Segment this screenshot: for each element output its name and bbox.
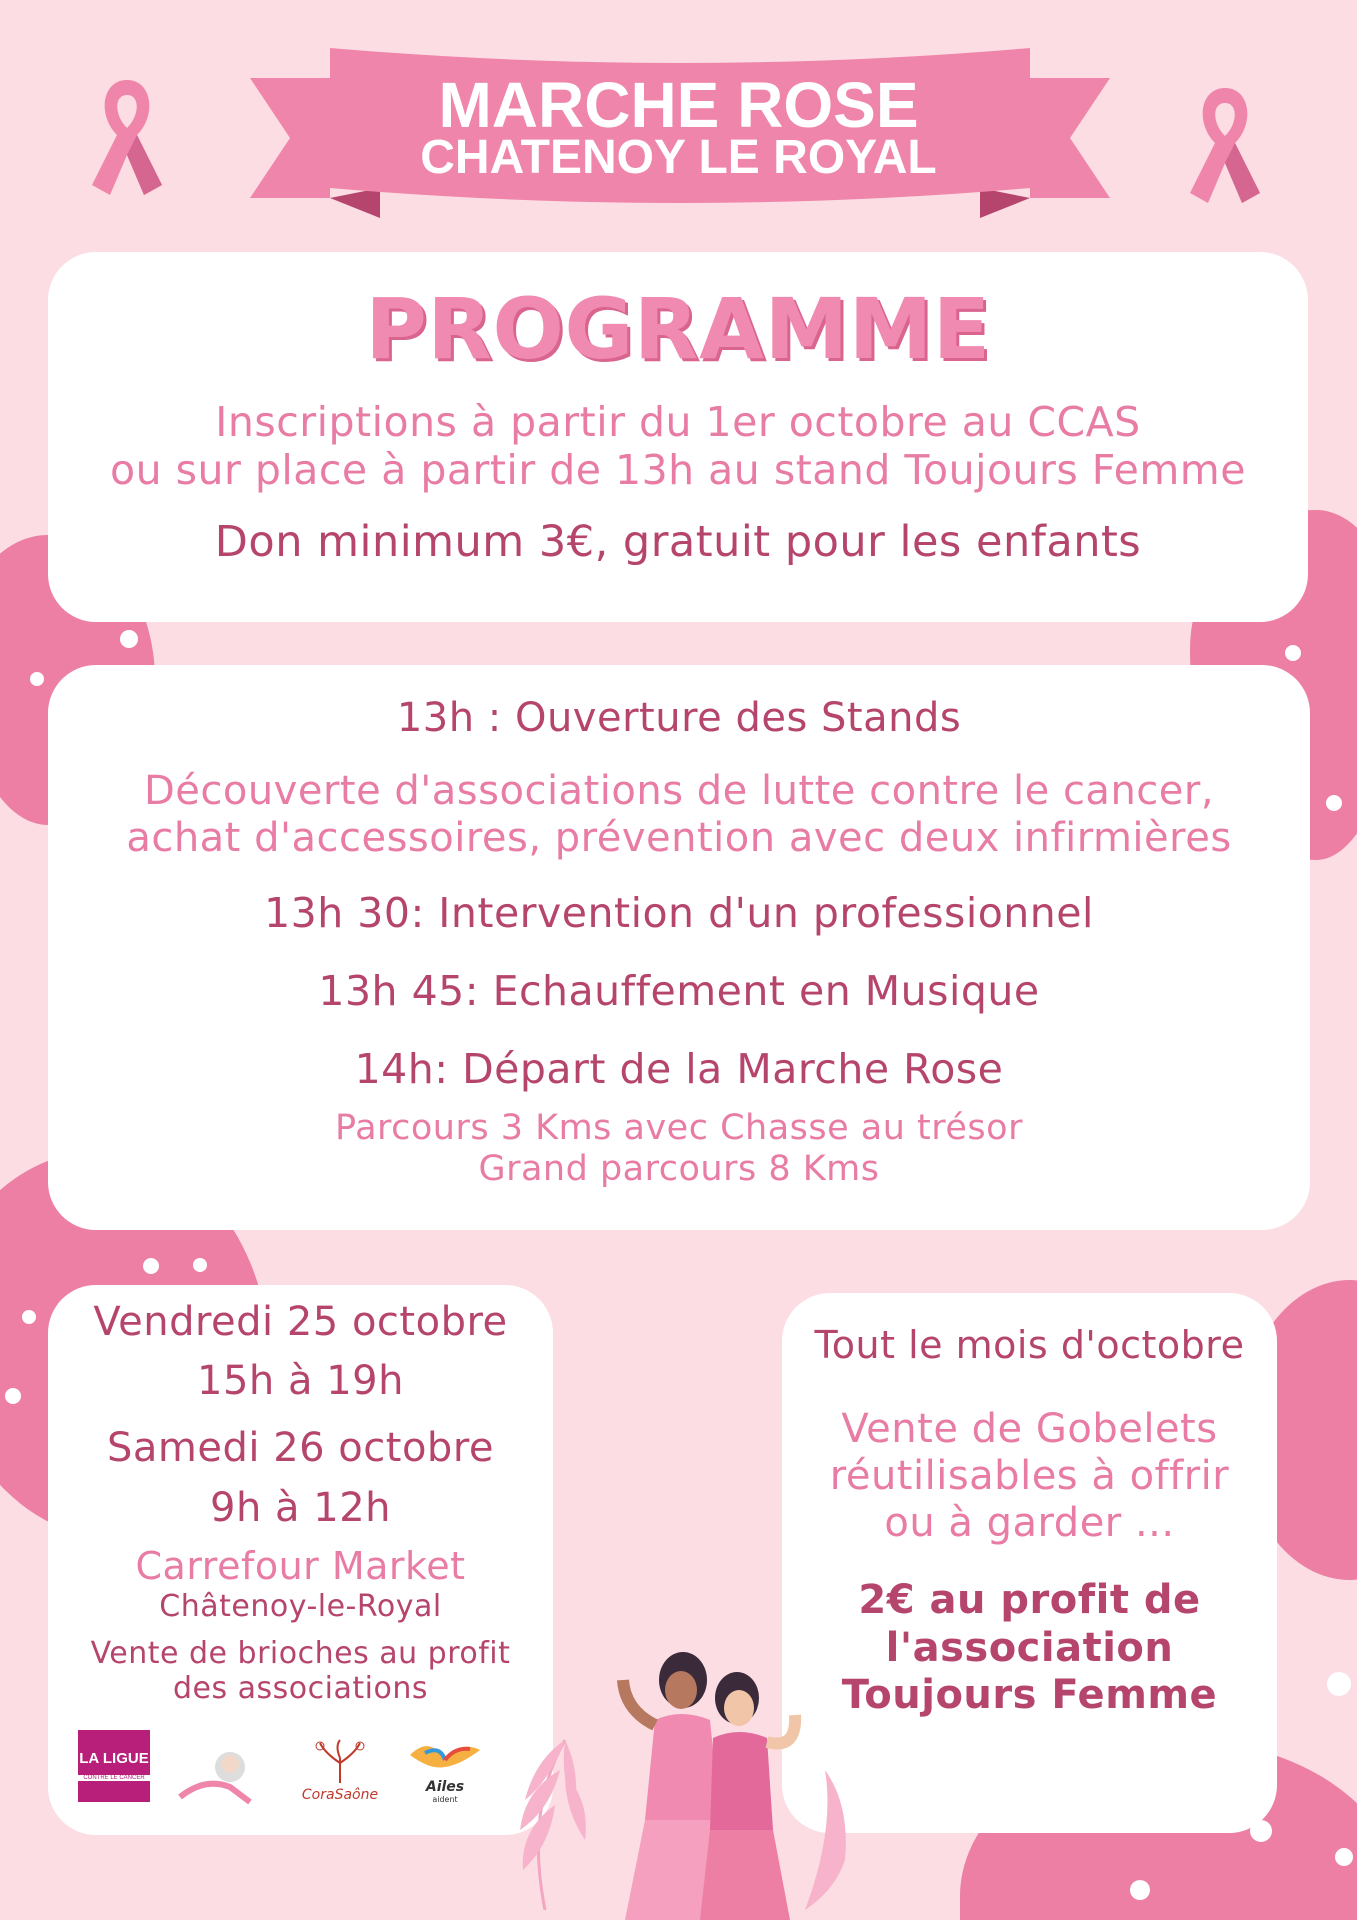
banner-title: MARCHE ROSE: [438, 69, 919, 141]
brioche-day1: Vendredi 25 octobre: [93, 1299, 508, 1345]
discovery-line: Découverte d'associations de lutte contre le cancer,: [143, 768, 1215, 815]
programme-title: PROGRAMME: [365, 280, 991, 378]
don-text: Don minimum 3€, gratuit pour les enfants: [214, 516, 1142, 567]
decor-dot: [143, 1258, 159, 1274]
corasaone-name: CoraSaône: [301, 1787, 379, 1803]
parcours-line: Grand parcours 8 Kms: [478, 1148, 880, 1189]
warmup-text: 13h 45: Echauffement en Musique: [318, 966, 1040, 1015]
gobelets-title: Tout le mois d'octobre: [814, 1323, 1245, 1367]
inscription-line: Inscriptions à partir du 1er octobre au CCAS: [215, 398, 1141, 446]
brioche-time2: 9h à 12h: [210, 1484, 391, 1531]
decor-dot: [1130, 1880, 1150, 1900]
la-ligue-sub: CONTRE LE CANCER: [78, 1775, 150, 1781]
gobelets-sale-line: ou à garder ...: [884, 1500, 1175, 1547]
decor-dot: [30, 672, 44, 686]
decor-dot: [22, 1310, 36, 1324]
decor-dot: [1335, 1848, 1353, 1866]
tree-icon: [305, 1738, 375, 1783]
bird-icon: [405, 1735, 485, 1775]
brioche-place: Carrefour Market: [135, 1543, 466, 1588]
decor-dot: [1327, 1672, 1351, 1696]
brioche-sale-line: des associations: [173, 1671, 428, 1707]
decor-dot: [120, 630, 138, 648]
la-ligue-name: LA LIGUE: [79, 1750, 149, 1767]
gobelets-sale-line: réutilisables à offrir: [829, 1453, 1230, 1500]
opening-text: 13h : Ouverture des Stands: [396, 695, 962, 741]
brioche-time1: 15h à 19h: [197, 1358, 404, 1405]
banner-subtitle: CHATENOY LE ROYAL: [420, 131, 937, 184]
la-ligue-logo: [78, 1730, 150, 1802]
brioche-day2: Samedi 26 octobre: [107, 1425, 494, 1472]
decor-dot: [5, 1388, 21, 1404]
decor-dot: [1326, 795, 1342, 811]
inscription-line: ou sur place à partir de 13h au stand Toujours Femme: [110, 446, 1246, 495]
brioche-sale-line: Vente de brioches au profit: [90, 1635, 511, 1671]
schedule-card: [48, 665, 1310, 1230]
women-illustration: [505, 1630, 885, 1920]
gobelets-profit-line: 2€ au profit de: [858, 1577, 1201, 1624]
depart-text: 14h: Départ de la Marche Rose: [354, 1045, 1004, 1094]
ailes-aident-logo: [400, 1735, 490, 1815]
gobelets-profit-line: Toujours Femme: [841, 1671, 1218, 1718]
intervention-text: 13h 30: Intervention d'un professionnel: [264, 888, 1094, 937]
brioche-town: Châtenoy-le-Royal: [159, 1588, 442, 1624]
gobelets-sale-line: Vente de Gobelets: [841, 1405, 1218, 1452]
programme-card: [48, 252, 1308, 622]
parcours-line: Parcours 3 Kms avec Chasse au trésor: [335, 1107, 1023, 1148]
gobelets-profit-line: l'association: [885, 1624, 1174, 1671]
decor-dot: [1285, 645, 1301, 661]
ailes-sub: aident: [432, 1795, 458, 1804]
decor-dot: [193, 1258, 207, 1272]
ribbon-association-logo: [175, 1742, 265, 1812]
corasaone-logo: [290, 1738, 390, 1808]
ailes-name: Ailes: [425, 1779, 465, 1795]
discovery-line: achat d'accessoires, prévention avec deux infirmières: [126, 815, 1232, 862]
